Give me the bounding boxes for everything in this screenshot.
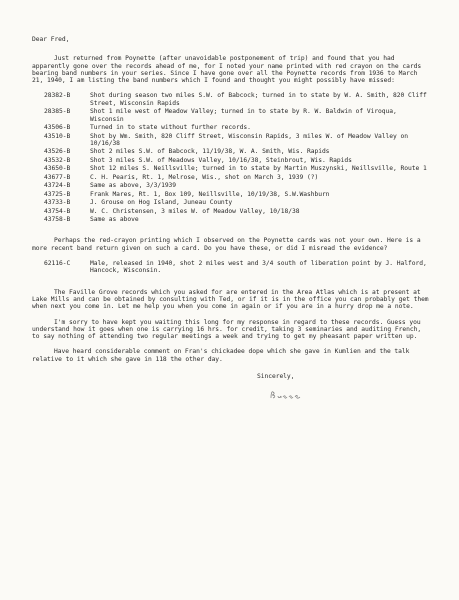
band-number: 43725-B (44, 190, 71, 198)
band-record-text: W. C. Christensen, 3 miles W. of Meadow Valley, 10/18/38 (90, 207, 300, 215)
band-record (32, 157, 429, 164)
paragraph-intro: Just returned from Poynette (after unavoidable postponement of trip) and found that you had apparently gone over the records ahead of me, for I noted your name printed with red crayon on the cards bearing band numbers in your series. Since I have gone over all the Poynette records from 1936 to March 21, 1940, I am listing the band numbers which I found and thought you might possibly have missed: (32, 55, 422, 85)
band-record-text: J. Grouse on Hog Island, Juneau County (90, 199, 233, 207)
band-number: 43532-B (44, 156, 71, 164)
paragraph-red-crayon: Perhaps the red-crayon printing which I observed on the Poynette cards was not your own. Here is a more recent band return given on such a card. Do you have these, or did I misread the evidence? (32, 237, 421, 252)
band-number: 43724-B (44, 182, 71, 190)
band-record-list (32, 92, 429, 223)
paragraph-chickadee: Have heard considerable comment on Fran's chickadee dope which she gave in Kumlien and the talk relative to it which she gave in 118 the other day. (32, 348, 410, 363)
band-record (32, 182, 429, 189)
paragraph-faville-grove: The Faville Grove records which you asked for are entered in the Area Atlas which is at present at Lake Mills and can be obtained by consulting with Ted, or if it is in the office you can probably get them when next you come in. Let me help you when you come in again or if you are in a hurry drop me a note. (32, 288, 429, 311)
band-record-text: Male, released in 1940, shot 2 miles west and 3/4 south of liberation point by J. Halford, Hancock, Wisconsin. (90, 260, 427, 275)
band-number: 43526-B (44, 148, 71, 156)
band-record (32, 133, 429, 148)
band-record (32, 191, 429, 198)
band-number: 43733-B (44, 199, 71, 207)
band-record-text: Shot during season two miles S.W. of Babcock; turned in to state by W. A. Smith, 820 Cliff Street, Wisconsin Rapids (90, 92, 427, 107)
band-number: 62116-C (44, 260, 71, 268)
band-number: 43758-B (44, 216, 71, 224)
band-record (32, 208, 429, 215)
band-record-text: Same as above, 3/3/1939 (90, 182, 177, 190)
band-record (32, 260, 429, 275)
band-record-text: Shot 3 miles S.W. of Meadows Valley, 10/16/38, Steinbrout, Wis. Rapids (90, 156, 352, 164)
band-number: 28382-B (44, 92, 71, 100)
paragraph-apology: I'm sorry to have kept you waiting this long for my response in regard to these records. Guess you understand how it goes when one is carrying 16 hrs. for credit, taking 3 seminaries and auditing French, to say nothing of attending two regular meetings a week and trying to get my pheasant paper written up. (32, 318, 422, 341)
band-record-text: C. H. Pearis, Rt. 1, Melrose, Wis., shot on March 3, 1939 (?) (90, 173, 319, 181)
handwritten-signature (269, 390, 303, 400)
band-record (32, 216, 429, 223)
band-record-text: Shot 12 miles S. Neillsville; turned in to state by Martin Muszynski, Neillsville, Route 1 (90, 165, 427, 173)
band-number: 43754-B (44, 207, 71, 215)
band-record-text: Shot by Wm. Smith, 820 Cliff Street, Wisconsin Rapids, 3 miles W. of Meadow Valley on 10/16/38 (90, 132, 408, 147)
band-record (32, 199, 429, 206)
band-record (32, 148, 429, 155)
band-number: 28385-B (44, 108, 71, 116)
band-record-text: Turned in to state without further records. (90, 124, 251, 132)
closing-block (257, 373, 429, 403)
band-record-text: Frank Mares, Rt. 1, Box 109, Neillsville, 10/19/38, S.W.Washburn (90, 190, 330, 198)
band-record-text: Shot 1 mile west of Meadow Valley; turned in to state by R. W. Baldwin of Viroqua, Wisconsin (90, 108, 397, 123)
band-number: 43650-B (44, 165, 71, 173)
band-record (32, 108, 429, 123)
band-record (32, 174, 429, 181)
band-number: 43510-B (44, 132, 71, 140)
band-record-text: Shot 2 miles S.W. of Babcock, 11/19/38, W. A. Smith, Wis. Rapids (90, 148, 330, 156)
band-record (32, 124, 429, 131)
salutation: Dear Fred, (32, 36, 70, 43)
extra-record-list (32, 260, 429, 275)
band-number: 43506-B (44, 124, 71, 132)
band-record (32, 165, 429, 172)
closing: Sincerely, (257, 373, 295, 381)
band-record (32, 92, 429, 107)
band-number: 43677-B (44, 173, 71, 181)
band-record-text: Same as above (90, 216, 139, 224)
